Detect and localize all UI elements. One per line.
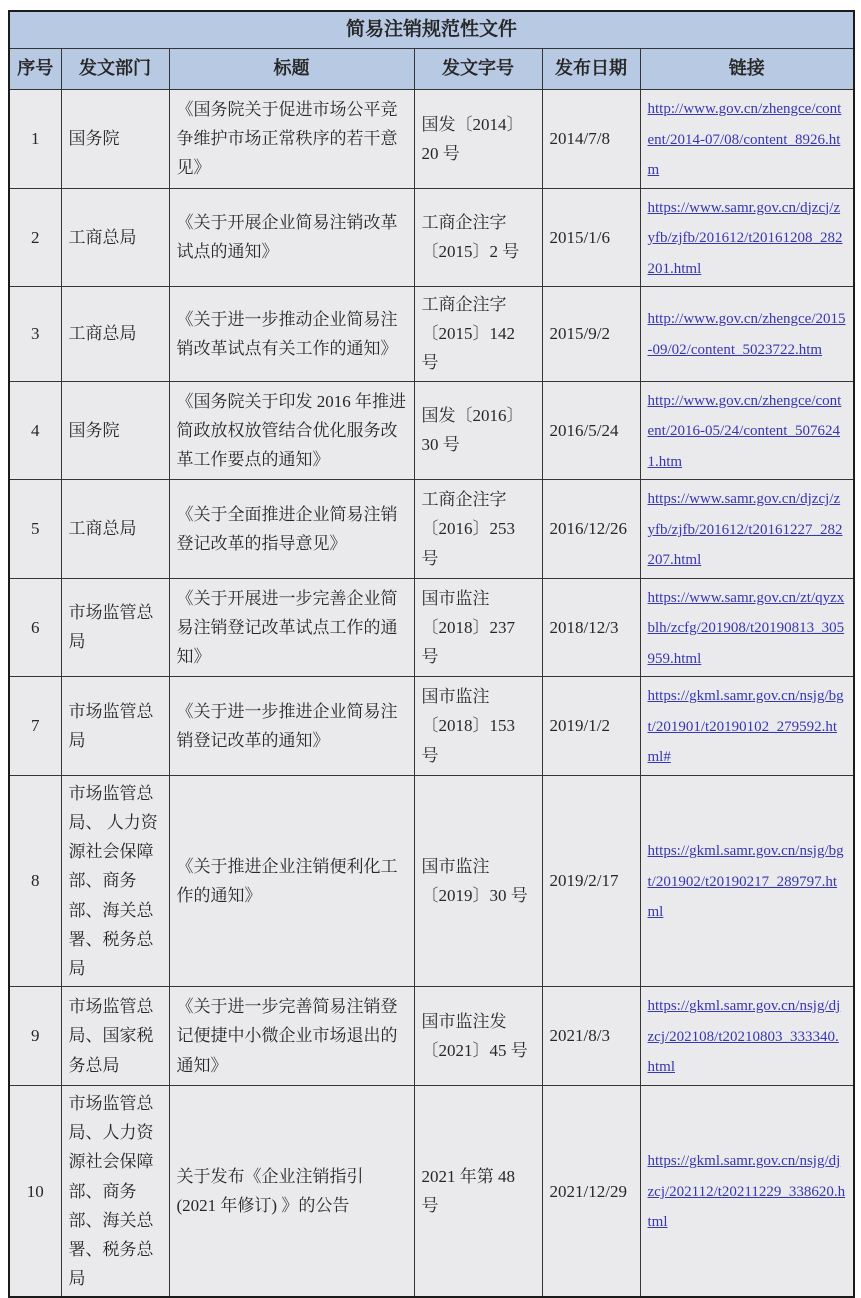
- document-link[interactable]: https://gkml.samr.gov.cn/nsjg/bgt/201902/t20190217_289797.html: [647, 843, 844, 921]
- document-number-cell: 国市监注发〔2021〕45 号: [414, 987, 542, 1086]
- issuing-department-cell: 市场监管总局: [61, 677, 169, 776]
- document-link[interactable]: https://www.samr.gov.cn/djzcj/zyfb/zjfb/201612/t20161227_282207.html: [647, 491, 843, 569]
- column-header-link: 链接: [640, 49, 854, 90]
- table-title-row: [9, 11, 854, 49]
- document-title-cell: 《关于全面推进企业简易注销登记改革的指导意见》: [169, 480, 414, 579]
- link-cell: [640, 90, 854, 189]
- document-number-cell: 国市监注〔2018〕237 号: [414, 578, 542, 677]
- column-header-no: 序号: [9, 49, 61, 90]
- publish-date-cell: 2018/12/3: [542, 578, 640, 677]
- table-row: [9, 90, 854, 189]
- row-number-cell: 2: [9, 188, 61, 287]
- publish-date-cell: 2019/1/2: [542, 677, 640, 776]
- table-row: [9, 1085, 854, 1297]
- document-number-cell: 国市监注〔2019〕30 号: [414, 775, 542, 987]
- link-cell: [640, 775, 854, 987]
- publish-date-cell: 2019/2/17: [542, 775, 640, 987]
- document-number-cell: 国市监注〔2018〕153 号: [414, 677, 542, 776]
- document-title-cell: 《关于进一步推进企业简易注销登记改革的通知》: [169, 677, 414, 776]
- publish-date-cell: 2015/9/2: [542, 287, 640, 382]
- document-number-cell: 国发〔2014〕20 号: [414, 90, 542, 189]
- column-header-row: [9, 49, 854, 90]
- document-number-cell: 2021 年第 48 号: [414, 1085, 542, 1297]
- issuing-department-cell: 工商总局: [61, 287, 169, 382]
- issuing-department-cell: 工商总局: [61, 188, 169, 287]
- column-header-dept: 发文部门: [61, 49, 169, 90]
- issuing-department-cell: 国务院: [61, 90, 169, 189]
- document-title-cell: 关于发布《企业注销指引 (2021 年修订) 》的公告: [169, 1085, 414, 1297]
- issuing-department-cell: 国务院: [61, 381, 169, 480]
- document-title-cell: 《关于进一步完善简易注销登记便捷中小微企业市场退出的通知》: [169, 987, 414, 1086]
- row-number-cell: 9: [9, 987, 61, 1086]
- document-title-cell: 《关于推进企业注销便利化工作的通知》: [169, 775, 414, 987]
- column-header-doc-no: 发文字号: [414, 49, 542, 90]
- document-link[interactable]: https://gkml.samr.gov.cn/nsjg/bgt/201901/t20190102_279592.html#: [647, 688, 844, 766]
- issuing-department-cell: 市场监管总局: [61, 578, 169, 677]
- issuing-department-cell: 市场监管总局、国家税务总局: [61, 987, 169, 1086]
- publish-date-cell: 2015/1/6: [542, 188, 640, 287]
- row-number-cell: 10: [9, 1085, 61, 1297]
- table-row: [9, 775, 854, 987]
- row-number-cell: 5: [9, 480, 61, 579]
- row-number-cell: 4: [9, 381, 61, 480]
- issuing-department-cell: 市场监管总局、 人力资源社会保障部、商务部、海关总署、税务总局: [61, 775, 169, 987]
- publish-date-cell: 2014/7/8: [542, 90, 640, 189]
- table-title: 简易注销规范性文件: [9, 11, 854, 49]
- link-cell: [640, 987, 854, 1086]
- issuing-department-cell: 工商总局: [61, 480, 169, 579]
- table-row: [9, 987, 854, 1086]
- link-cell: [640, 188, 854, 287]
- table-row: [9, 578, 854, 677]
- issuing-department-cell: 市场监管总局、人力资源社会保障部、商务部、海关总署、税务总局: [61, 1085, 169, 1297]
- table-row: [9, 381, 854, 480]
- column-header-title: 标题: [169, 49, 414, 90]
- table-row: [9, 188, 854, 287]
- document-title-cell: 《关于开展企业简易注销改革试点的通知》: [169, 188, 414, 287]
- document-number-cell: 工商企注字〔2015〕2 号: [414, 188, 542, 287]
- document-link[interactable]: http://www.gov.cn/zhengce/content/2014-07/08/content_8926.htm: [647, 101, 842, 178]
- document-title-cell: 《国务院关于促进市场公平竞争维护市场正常秩序的若干意见》: [169, 90, 414, 189]
- column-header-date: 发布日期: [542, 49, 640, 90]
- document-title-cell: 《关于进一步推动企业简易注销改革试点有关工作的通知》: [169, 287, 414, 382]
- table-row: [9, 480, 854, 579]
- document-link[interactable]: https://gkml.samr.gov.cn/nsjg/djzcj/202112/t20211229_338620.html: [647, 1153, 846, 1231]
- link-cell: [640, 480, 854, 579]
- row-number-cell: 8: [9, 775, 61, 987]
- row-number-cell: 7: [9, 677, 61, 776]
- document-title-cell: 《关于开展进一步完善企业简易注销登记改革试点工作的通知》: [169, 578, 414, 677]
- document-title-cell: 《国务院关于印发 2016 年推进简政放权放管结合优化服务改革工作要点的通知》: [169, 381, 414, 480]
- table-row: [9, 677, 854, 776]
- document-number-cell: 工商企注字〔2015〕142 号: [414, 287, 542, 382]
- publish-date-cell: 2021/12/29: [542, 1085, 640, 1297]
- publish-date-cell: 2016/12/26: [542, 480, 640, 579]
- table-row: [9, 287, 854, 382]
- document-link[interactable]: https://gkml.samr.gov.cn/nsjg/djzcj/202108/t20210803_333340.html: [647, 998, 841, 1076]
- regulatory-documents-table: [8, 10, 855, 1298]
- document-link[interactable]: https://www.samr.gov.cn/djzcj/zyfb/zjfb/201612/t20161208_282201.html: [647, 199, 843, 277]
- row-number-cell: 3: [9, 287, 61, 382]
- link-cell: [640, 1085, 854, 1297]
- row-number-cell: 1: [9, 90, 61, 189]
- document-link[interactable]: https://www.samr.gov.cn/zt/qyzxblh/zcfg/201908/t20190813_305959.html: [647, 589, 845, 667]
- publish-date-cell: 2021/8/3: [542, 987, 640, 1086]
- link-cell: [640, 287, 854, 382]
- document-number-cell: 国发〔2016〕30 号: [414, 381, 542, 480]
- link-cell: [640, 578, 854, 677]
- document-link[interactable]: http://www.gov.cn/zhengce/2015-09/02/content_5023722.htm: [647, 311, 846, 358]
- link-cell: [640, 381, 854, 480]
- row-number-cell: 6: [9, 578, 61, 677]
- publish-date-cell: 2016/5/24: [542, 381, 640, 480]
- document-link[interactable]: http://www.gov.cn/zhengce/content/2016-05/24/content_5076241.htm: [647, 392, 842, 470]
- link-cell: [640, 677, 854, 776]
- document-number-cell: 工商企注字〔2016〕253 号: [414, 480, 542, 579]
